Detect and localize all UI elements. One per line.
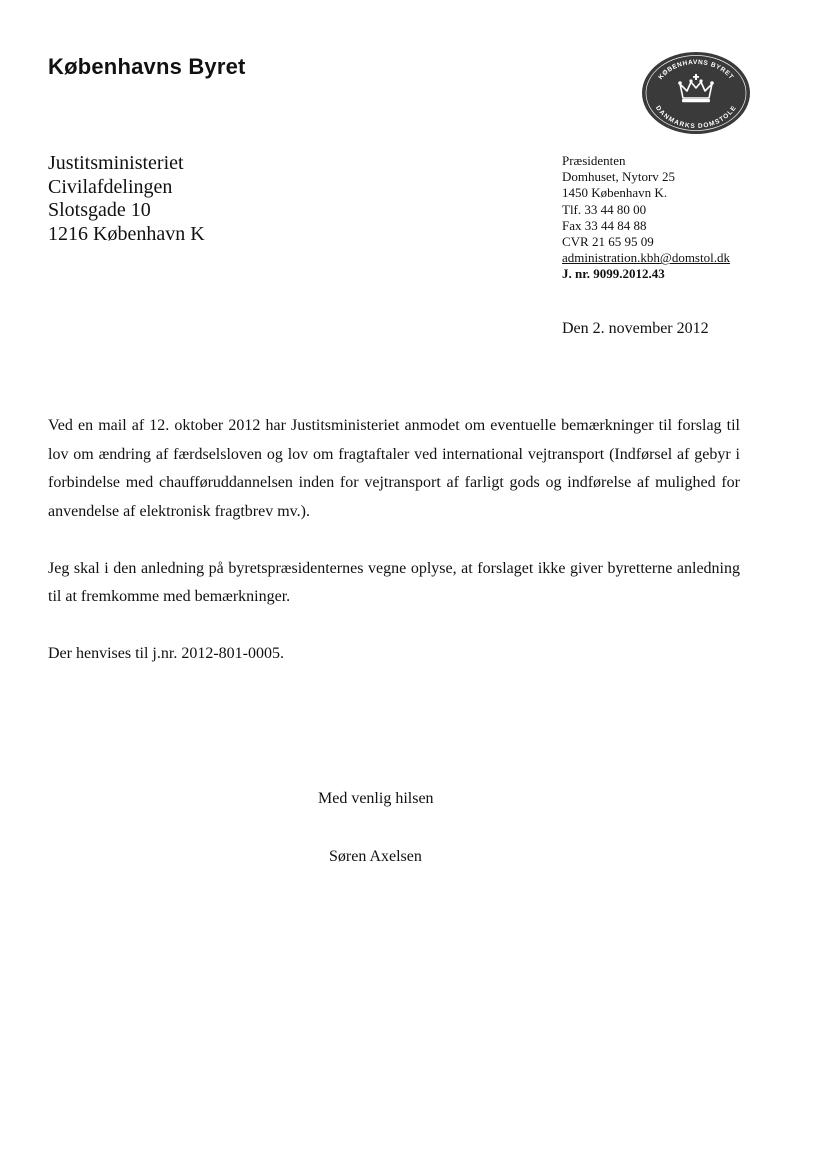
sender-line: Tlf. 33 44 80 00 xyxy=(562,201,647,217)
letter-body xyxy=(48,412,740,697)
recipient-line: Justitsministeriet xyxy=(48,152,184,174)
recipient-address xyxy=(48,152,205,246)
body-paragraph: Ved en mail af 12. oktober 2012 har Justitsministeriet anmodet om eventuelle bemærkninger til forslag til lov om ændring af færdselsloven og lov om fragtaftaler ved international vejtransport (Indførsel af gebyr i forbindelse med chaufføruddannelsen inden for vejtransport af farligt gods og indførelse af mulighed for anvendelse af elektronisk fragtbrev mv.). xyxy=(48,417,740,520)
court-seal xyxy=(641,51,751,135)
sender-details xyxy=(562,153,730,283)
sender-line: Domhuset, Nytorv 25 xyxy=(562,169,676,185)
body-paragraph: Jeg skal i den anledning på byretspræsidenternes vegne oplyse, at forslaget ikke giver byretterne anledning til at fremkomme med bemærkninger. xyxy=(48,559,740,605)
body-paragraph: Der henvises til j.nr. 2012-801-0005. xyxy=(48,645,284,662)
closing-salutation: Med venlig hilsen xyxy=(318,790,434,807)
sender-line: 1450 København K. xyxy=(562,185,668,201)
seal-bottom-text: DANMARKS DOMSTOLE xyxy=(653,104,739,131)
journal-number: J. nr. 9099.2012.43 xyxy=(562,266,665,282)
sender-line: Fax 33 44 84 88 xyxy=(562,217,647,233)
recipient-line: Slotsgade 10 xyxy=(48,199,151,221)
seal-top-text: KØBENHAVNS BYRET xyxy=(657,58,735,82)
court-name: Københavns Byret xyxy=(48,54,246,79)
sender-line: Præsidenten xyxy=(562,153,626,168)
sender-email-link[interactable]: administration.kbh@domstol.dk xyxy=(562,250,730,266)
recipient-line: Civilafdelingen xyxy=(48,175,173,198)
letter-date: Den 2. november 2012 xyxy=(562,320,709,337)
signer-name: Søren Axelsen xyxy=(329,848,422,865)
sender-line: CVR 21 65 95 09 xyxy=(562,234,654,250)
recipient-line: 1216 København K xyxy=(48,222,205,245)
